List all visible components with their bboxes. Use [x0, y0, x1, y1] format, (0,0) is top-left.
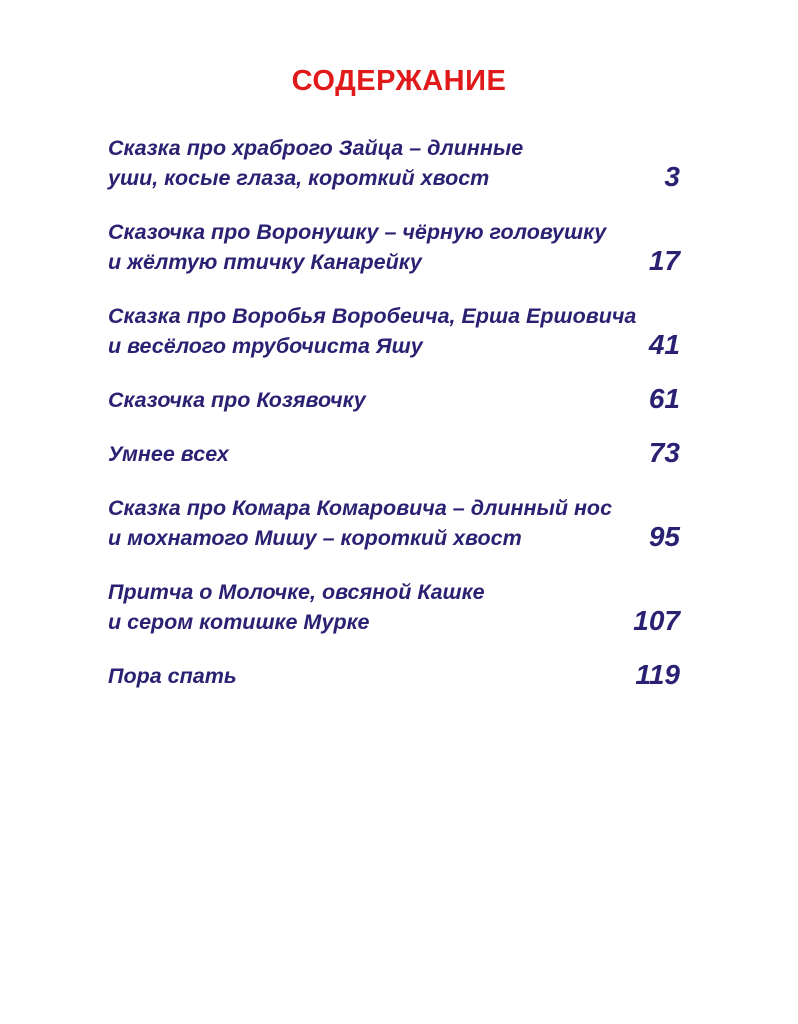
entry-title-line: Притча о Молочке, овсяной Кашке: [108, 580, 485, 604]
entry-title: [108, 661, 610, 691]
entry-title-line: Сказочка про Козявочку: [108, 388, 366, 412]
entry-title: [108, 133, 610, 193]
entry-page-number: 17: [648, 245, 680, 276]
entry-title-line: и сером котишке Мурке: [108, 610, 370, 634]
toc-entry: [108, 439, 680, 469]
entry-title: [108, 439, 610, 469]
entry-title: [108, 493, 613, 553]
entry-page-number: 61: [648, 383, 680, 414]
entry-title-line: Сказка про храброго Зайца – длинные: [108, 136, 524, 160]
entry-title-line: Сказочка про Воронушку – чёрную головушку: [108, 220, 607, 244]
entry-title: [108, 301, 637, 361]
entry-title-line: Умнее всех: [108, 442, 229, 466]
entry-title-line: Сказка про Комара Комаровича – длинный нос: [108, 496, 613, 520]
entry-page-number: 73: [648, 437, 680, 468]
entry-title-line: Пора спать: [108, 664, 237, 688]
entry-title: [108, 577, 610, 637]
entry-title: [108, 217, 610, 277]
entry-page-number: 3: [664, 161, 680, 192]
entry-page-number: 107: [633, 605, 680, 636]
page-title: СОДЕРЖАНИЕ: [291, 65, 507, 97]
entry-page-number: 95: [648, 521, 680, 552]
entry-title-line: и мохнатого Мишу – короткий хвост: [108, 526, 522, 550]
toc-entry: [108, 301, 680, 361]
toc-entry: [108, 493, 680, 553]
toc-entry: [108, 661, 680, 691]
toc-entry: [108, 217, 680, 277]
entry-title: [108, 385, 610, 415]
entry-title-line: уши, косые глаза, короткий хвост: [108, 166, 490, 190]
entry-title-line: и весёлого трубочиста Яшу: [108, 334, 423, 358]
toc-entry: [108, 577, 680, 637]
entry-page-number: 119: [635, 659, 680, 690]
entry-title-line: Сказка про Воробья Воробеича, Ерша Ершовича: [108, 304, 637, 328]
toc-entry: [108, 133, 680, 193]
toc-entry: [108, 385, 680, 415]
entry-title-line: и жёлтую птичку Канарейку: [108, 250, 422, 274]
entry-page-number: 41: [648, 329, 680, 360]
toc-entries: [0, 133, 798, 691]
